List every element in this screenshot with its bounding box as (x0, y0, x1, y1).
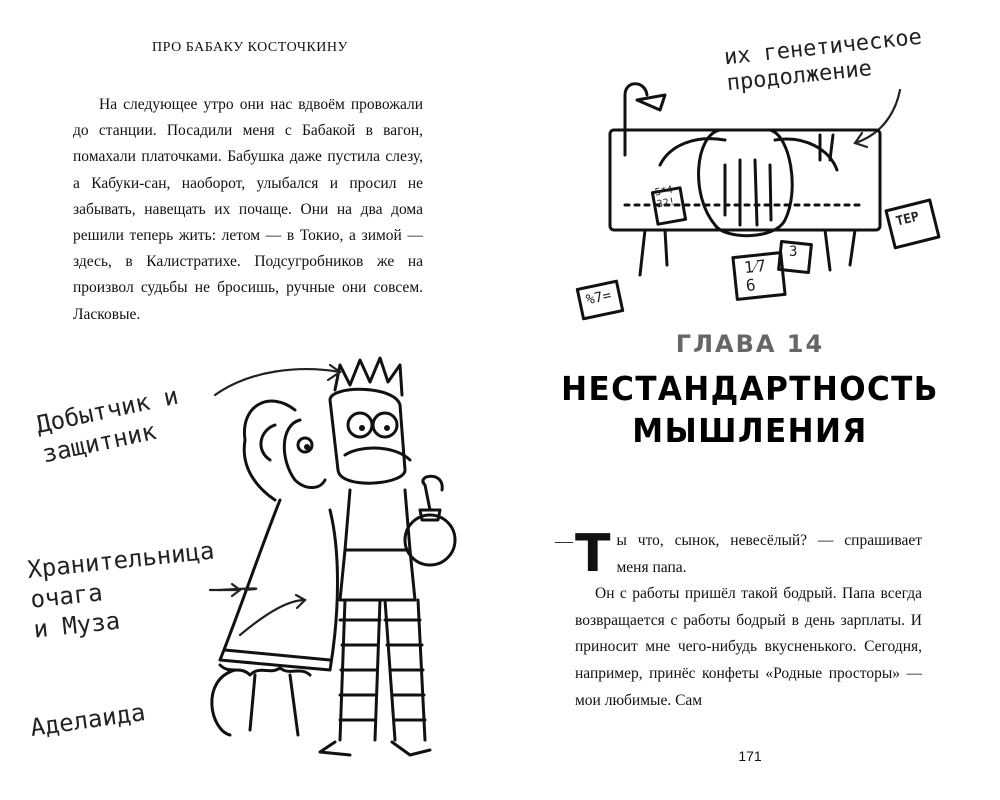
chapter-title (515, 368, 985, 452)
card-text-right: ТЕР (894, 209, 921, 230)
card-text-small: 3 (789, 244, 798, 260)
label-keeper: Хранительница очага и Муза (25, 536, 216, 644)
label-arrows (200, 360, 360, 640)
child-at-desk-illustration (575, 75, 955, 335)
chapter-label: ГЛАВА 14 (675, 330, 825, 358)
label-genetic-continuation: их генетическое продолжение (722, 24, 924, 97)
card-text-middle: 1⁄7 6 (743, 255, 767, 296)
label-provider: Добытчик и защитник (33, 381, 181, 469)
running-head: ПРО БАБАКУ КОСТОЧКИНУ (152, 40, 348, 55)
left-paragraph: На следующее утро они нас вдвоём провожали до станции. Посадили меня с Бабакой в вагон, помахали платочками. Бабушка даже пустила слезу, а Кабуки-сан, наоборот, улыбался и просил не забывать, навещать их почаще. Они на два дома решили теперь жить: летом — в Токио, а зимой — здесь, в Калистратихе. Подсугробников же на произвол судьбы не бросишь, ручные они совсем. Ласковые. (73, 96, 423, 323)
second-paragraph: Он с работы пришёл такой бодрый. Папа всегда возвращается с работы бодрый в день зарплаты. И приносит мне чего-нибудь вкусненького. Сегодня, например, принёс конфеты «Родные просторы» — мои любимые. Сам (575, 585, 922, 709)
dialogue-dash: — (555, 531, 573, 551)
card-text-left: %7= (584, 287, 613, 309)
card-text-desk: 5*4 32! (654, 184, 676, 211)
first-paragraph (575, 524, 922, 584)
right-page (500, 0, 1000, 800)
chapter-title-line2: МЫШЛЕНИЯ (632, 411, 868, 450)
left-body-text (73, 92, 423, 328)
label-adelaida: Аделаида (28, 698, 147, 742)
drop-cap: Т (575, 524, 611, 584)
right-body-text (555, 524, 922, 714)
chapter-title-line1: НЕСТАНДАРТНОСТЬ (561, 369, 939, 408)
page-number: 171 (738, 748, 762, 764)
first-paragraph-text: ы что, сынок, невесёлый? — спрашивает меня папа. (616, 532, 922, 576)
